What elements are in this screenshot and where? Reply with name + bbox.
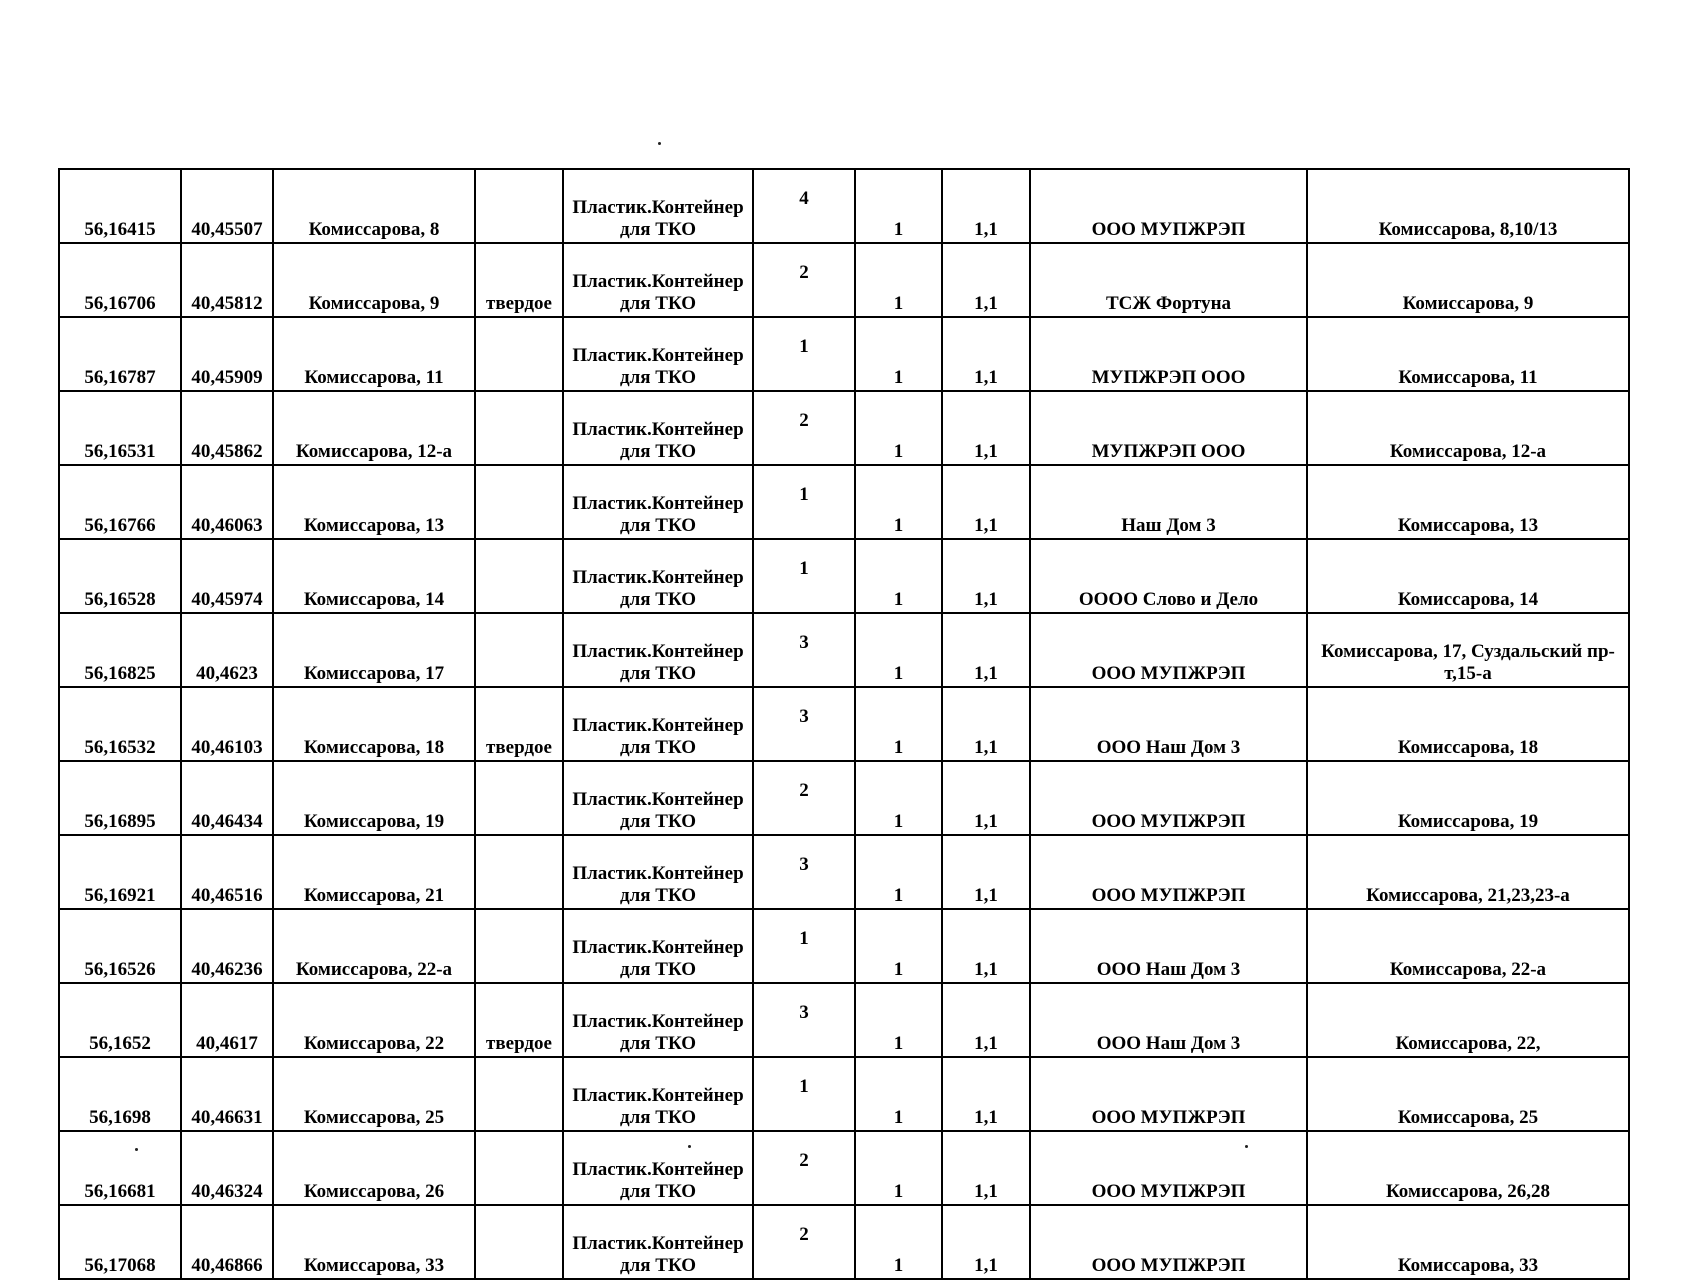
table-row [59,243,1629,317]
latitude-cell: 56,16528 [59,539,181,613]
container-count-cell: 1 [753,317,855,391]
served-address-cell: Комиссарова, 22-а [1307,909,1629,983]
table-row [59,983,1629,1057]
surface-cell [475,1131,563,1205]
surface-cell [475,1057,563,1131]
volume-cell: 1,1 [942,317,1030,391]
table-row [59,835,1629,909]
operator-cell: ООО МУПЖРЭП [1030,1131,1307,1205]
longitude-cell: 40,46434 [181,761,273,835]
address-cell: Комиссарова, 18 [273,687,475,761]
address-cell: Комиссарова, 25 [273,1057,475,1131]
unit-cell: 1 [855,1131,942,1205]
longitude-cell: 40,45812 [181,243,273,317]
address-cell: Комиссарова, 17 [273,613,475,687]
served-address-cell: Комиссарова, 19 [1307,761,1629,835]
latitude-cell: 56,16706 [59,243,181,317]
table-row [59,465,1629,539]
longitude-cell: 40,46631 [181,1057,273,1131]
address-cell: Комиссарова, 14 [273,539,475,613]
served-address-cell: Комиссарова, 14 [1307,539,1629,613]
surface-cell [475,317,563,391]
container-count-cell: 3 [753,835,855,909]
container-count-cell: 1 [753,909,855,983]
volume-cell: 1,1 [942,539,1030,613]
longitude-cell: 40,46866 [181,1205,273,1279]
scan-speck [658,142,661,145]
container-type-cell: Пластик.Контейнер для ТКО [563,909,753,983]
volume-cell: 1,1 [942,1205,1030,1279]
latitude-cell: 56,16766 [59,465,181,539]
container-count-cell: 1 [753,465,855,539]
volume-cell: 1,1 [942,465,1030,539]
address-cell: Комиссарова, 21 [273,835,475,909]
operator-cell: ООО МУПЖРЭП [1030,835,1307,909]
container-type-cell: Пластик.Контейнер для ТКО [563,1131,753,1205]
volume-cell: 1,1 [942,613,1030,687]
table-row [59,1205,1629,1279]
table-row [59,761,1629,835]
operator-cell: ООО Наш Дом 3 [1030,983,1307,1057]
unit-cell: 1 [855,835,942,909]
container-count-cell: 3 [753,613,855,687]
served-address-cell: Комиссарова, 25 [1307,1057,1629,1131]
table-row [59,1057,1629,1131]
served-address-cell: Комиссарова, 8,10/13 [1307,169,1629,243]
latitude-cell: 56,16681 [59,1131,181,1205]
volume-cell: 1,1 [942,835,1030,909]
surface-cell [475,835,563,909]
served-address-cell: Комиссарова, 21,23,23-а [1307,835,1629,909]
volume-cell: 1,1 [942,169,1030,243]
container-sites-table [58,168,1630,1280]
container-count-cell: 1 [753,1057,855,1131]
unit-cell: 1 [855,761,942,835]
latitude-cell: 56,16825 [59,613,181,687]
operator-cell: ОООО Слово и Дело [1030,539,1307,613]
container-count-cell: 2 [753,1131,855,1205]
container-type-cell: Пластик.Контейнер для ТКО [563,317,753,391]
latitude-cell: 56,16787 [59,317,181,391]
address-cell: Комиссарова, 22-а [273,909,475,983]
surface-cell [475,761,563,835]
container-count-cell: 2 [753,391,855,465]
operator-cell: ООО МУПЖРЭП [1030,761,1307,835]
container-type-cell: Пластик.Контейнер для ТКО [563,613,753,687]
latitude-cell: 56,16526 [59,909,181,983]
operator-cell: ООО МУПЖРЭП [1030,169,1307,243]
unit-cell: 1 [855,243,942,317]
address-cell: Комиссарова, 19 [273,761,475,835]
latitude-cell: 56,1652 [59,983,181,1057]
container-type-cell: Пластик.Контейнер для ТКО [563,983,753,1057]
latitude-cell: 56,17068 [59,1205,181,1279]
served-address-cell: Комиссарова, 22, [1307,983,1629,1057]
table-row [59,539,1629,613]
volume-cell: 1,1 [942,687,1030,761]
longitude-cell: 40,46324 [181,1131,273,1205]
container-type-cell: Пластик.Контейнер для ТКО [563,465,753,539]
container-count-cell: 2 [753,1205,855,1279]
served-address-cell: Комиссарова, 18 [1307,687,1629,761]
operator-cell: ООО Наш Дом 3 [1030,687,1307,761]
address-cell: Комиссарова, 26 [273,1131,475,1205]
longitude-cell: 40,4617 [181,983,273,1057]
latitude-cell: 56,1698 [59,1057,181,1131]
unit-cell: 1 [855,909,942,983]
unit-cell: 1 [855,1057,942,1131]
longitude-cell: 40,45862 [181,391,273,465]
longitude-cell: 40,46516 [181,835,273,909]
container-type-cell: Пластик.Контейнер для ТКО [563,687,753,761]
table-row [59,169,1629,243]
container-count-cell: 4 [753,169,855,243]
container-type-cell: Пластик.Контейнер для ТКО [563,391,753,465]
address-cell: Комиссарова, 12-а [273,391,475,465]
longitude-cell: 40,45974 [181,539,273,613]
served-address-cell: Комиссарова, 33 [1307,1205,1629,1279]
surface-cell: твердое [475,983,563,1057]
surface-cell [475,391,563,465]
container-type-cell: Пластик.Контейнер для ТКО [563,169,753,243]
volume-cell: 1,1 [942,1057,1030,1131]
volume-cell: 1,1 [942,243,1030,317]
served-address-cell: Комиссарова, 11 [1307,317,1629,391]
served-address-cell: Комиссарова, 26,28 [1307,1131,1629,1205]
address-cell: Комиссарова, 8 [273,169,475,243]
unit-cell: 1 [855,1205,942,1279]
unit-cell: 1 [855,613,942,687]
served-address-cell: Комиссарова, 12-а [1307,391,1629,465]
unit-cell: 1 [855,169,942,243]
container-count-cell: 3 [753,687,855,761]
surface-cell [475,1205,563,1279]
served-address-cell: Комиссарова, 17, Суздальский пр-т,15-а [1307,613,1629,687]
volume-cell: 1,1 [942,391,1030,465]
volume-cell: 1,1 [942,1131,1030,1205]
table-row [59,391,1629,465]
unit-cell: 1 [855,687,942,761]
container-count-cell: 1 [753,539,855,613]
operator-cell: ООО МУПЖРЭП [1030,613,1307,687]
address-cell: Комиссарова, 33 [273,1205,475,1279]
container-type-cell: Пластик.Контейнер для ТКО [563,539,753,613]
longitude-cell: 40,4623 [181,613,273,687]
operator-cell: ООО МУПЖРЭП [1030,1057,1307,1131]
scan-speck [688,1145,691,1148]
table-row [59,613,1629,687]
operator-cell: ТСЖ Фортуна [1030,243,1307,317]
table-body [59,169,1629,1279]
longitude-cell: 40,46236 [181,909,273,983]
unit-cell: 1 [855,539,942,613]
container-type-cell: Пластик.Контейнер для ТКО [563,761,753,835]
volume-cell: 1,1 [942,909,1030,983]
unit-cell: 1 [855,465,942,539]
latitude-cell: 56,16921 [59,835,181,909]
container-count-cell: 3 [753,983,855,1057]
latitude-cell: 56,16415 [59,169,181,243]
surface-cell [475,169,563,243]
address-cell: Комиссарова, 22 [273,983,475,1057]
unit-cell: 1 [855,317,942,391]
scan-speck [1245,1145,1248,1148]
volume-cell: 1,1 [942,983,1030,1057]
address-cell: Комиссарова, 13 [273,465,475,539]
container-count-cell: 2 [753,243,855,317]
served-address-cell: Комиссарова, 13 [1307,465,1629,539]
latitude-cell: 56,16895 [59,761,181,835]
unit-cell: 1 [855,391,942,465]
address-cell: Комиссарова, 11 [273,317,475,391]
served-address-cell: Комиссарова, 9 [1307,243,1629,317]
container-count-cell: 2 [753,761,855,835]
surface-cell [475,909,563,983]
operator-cell: Наш Дом 3 [1030,465,1307,539]
surface-cell [475,613,563,687]
operator-cell: МУПЖРЭП ООО [1030,317,1307,391]
container-type-cell: Пластик.Контейнер для ТКО [563,243,753,317]
surface-cell: твердое [475,687,563,761]
latitude-cell: 56,16532 [59,687,181,761]
surface-cell: твердое [475,243,563,317]
table-row [59,1131,1629,1205]
longitude-cell: 40,45909 [181,317,273,391]
latitude-cell: 56,16531 [59,391,181,465]
scan-speck [135,1148,138,1151]
address-cell: Комиссарова, 9 [273,243,475,317]
unit-cell: 1 [855,983,942,1057]
table-row [59,317,1629,391]
table-row [59,909,1629,983]
longitude-cell: 40,46063 [181,465,273,539]
container-type-cell: Пластик.Контейнер для ТКО [563,1205,753,1279]
longitude-cell: 40,46103 [181,687,273,761]
operator-cell: ООО МУПЖРЭП [1030,1205,1307,1279]
operator-cell: ООО Наш Дом 3 [1030,909,1307,983]
volume-cell: 1,1 [942,761,1030,835]
surface-cell [475,539,563,613]
container-type-cell: Пластик.Контейнер для ТКО [563,1057,753,1131]
longitude-cell: 40,45507 [181,169,273,243]
container-type-cell: Пластик.Контейнер для ТКО [563,835,753,909]
surface-cell [475,465,563,539]
table-row [59,687,1629,761]
operator-cell: МУПЖРЭП ООО [1030,391,1307,465]
